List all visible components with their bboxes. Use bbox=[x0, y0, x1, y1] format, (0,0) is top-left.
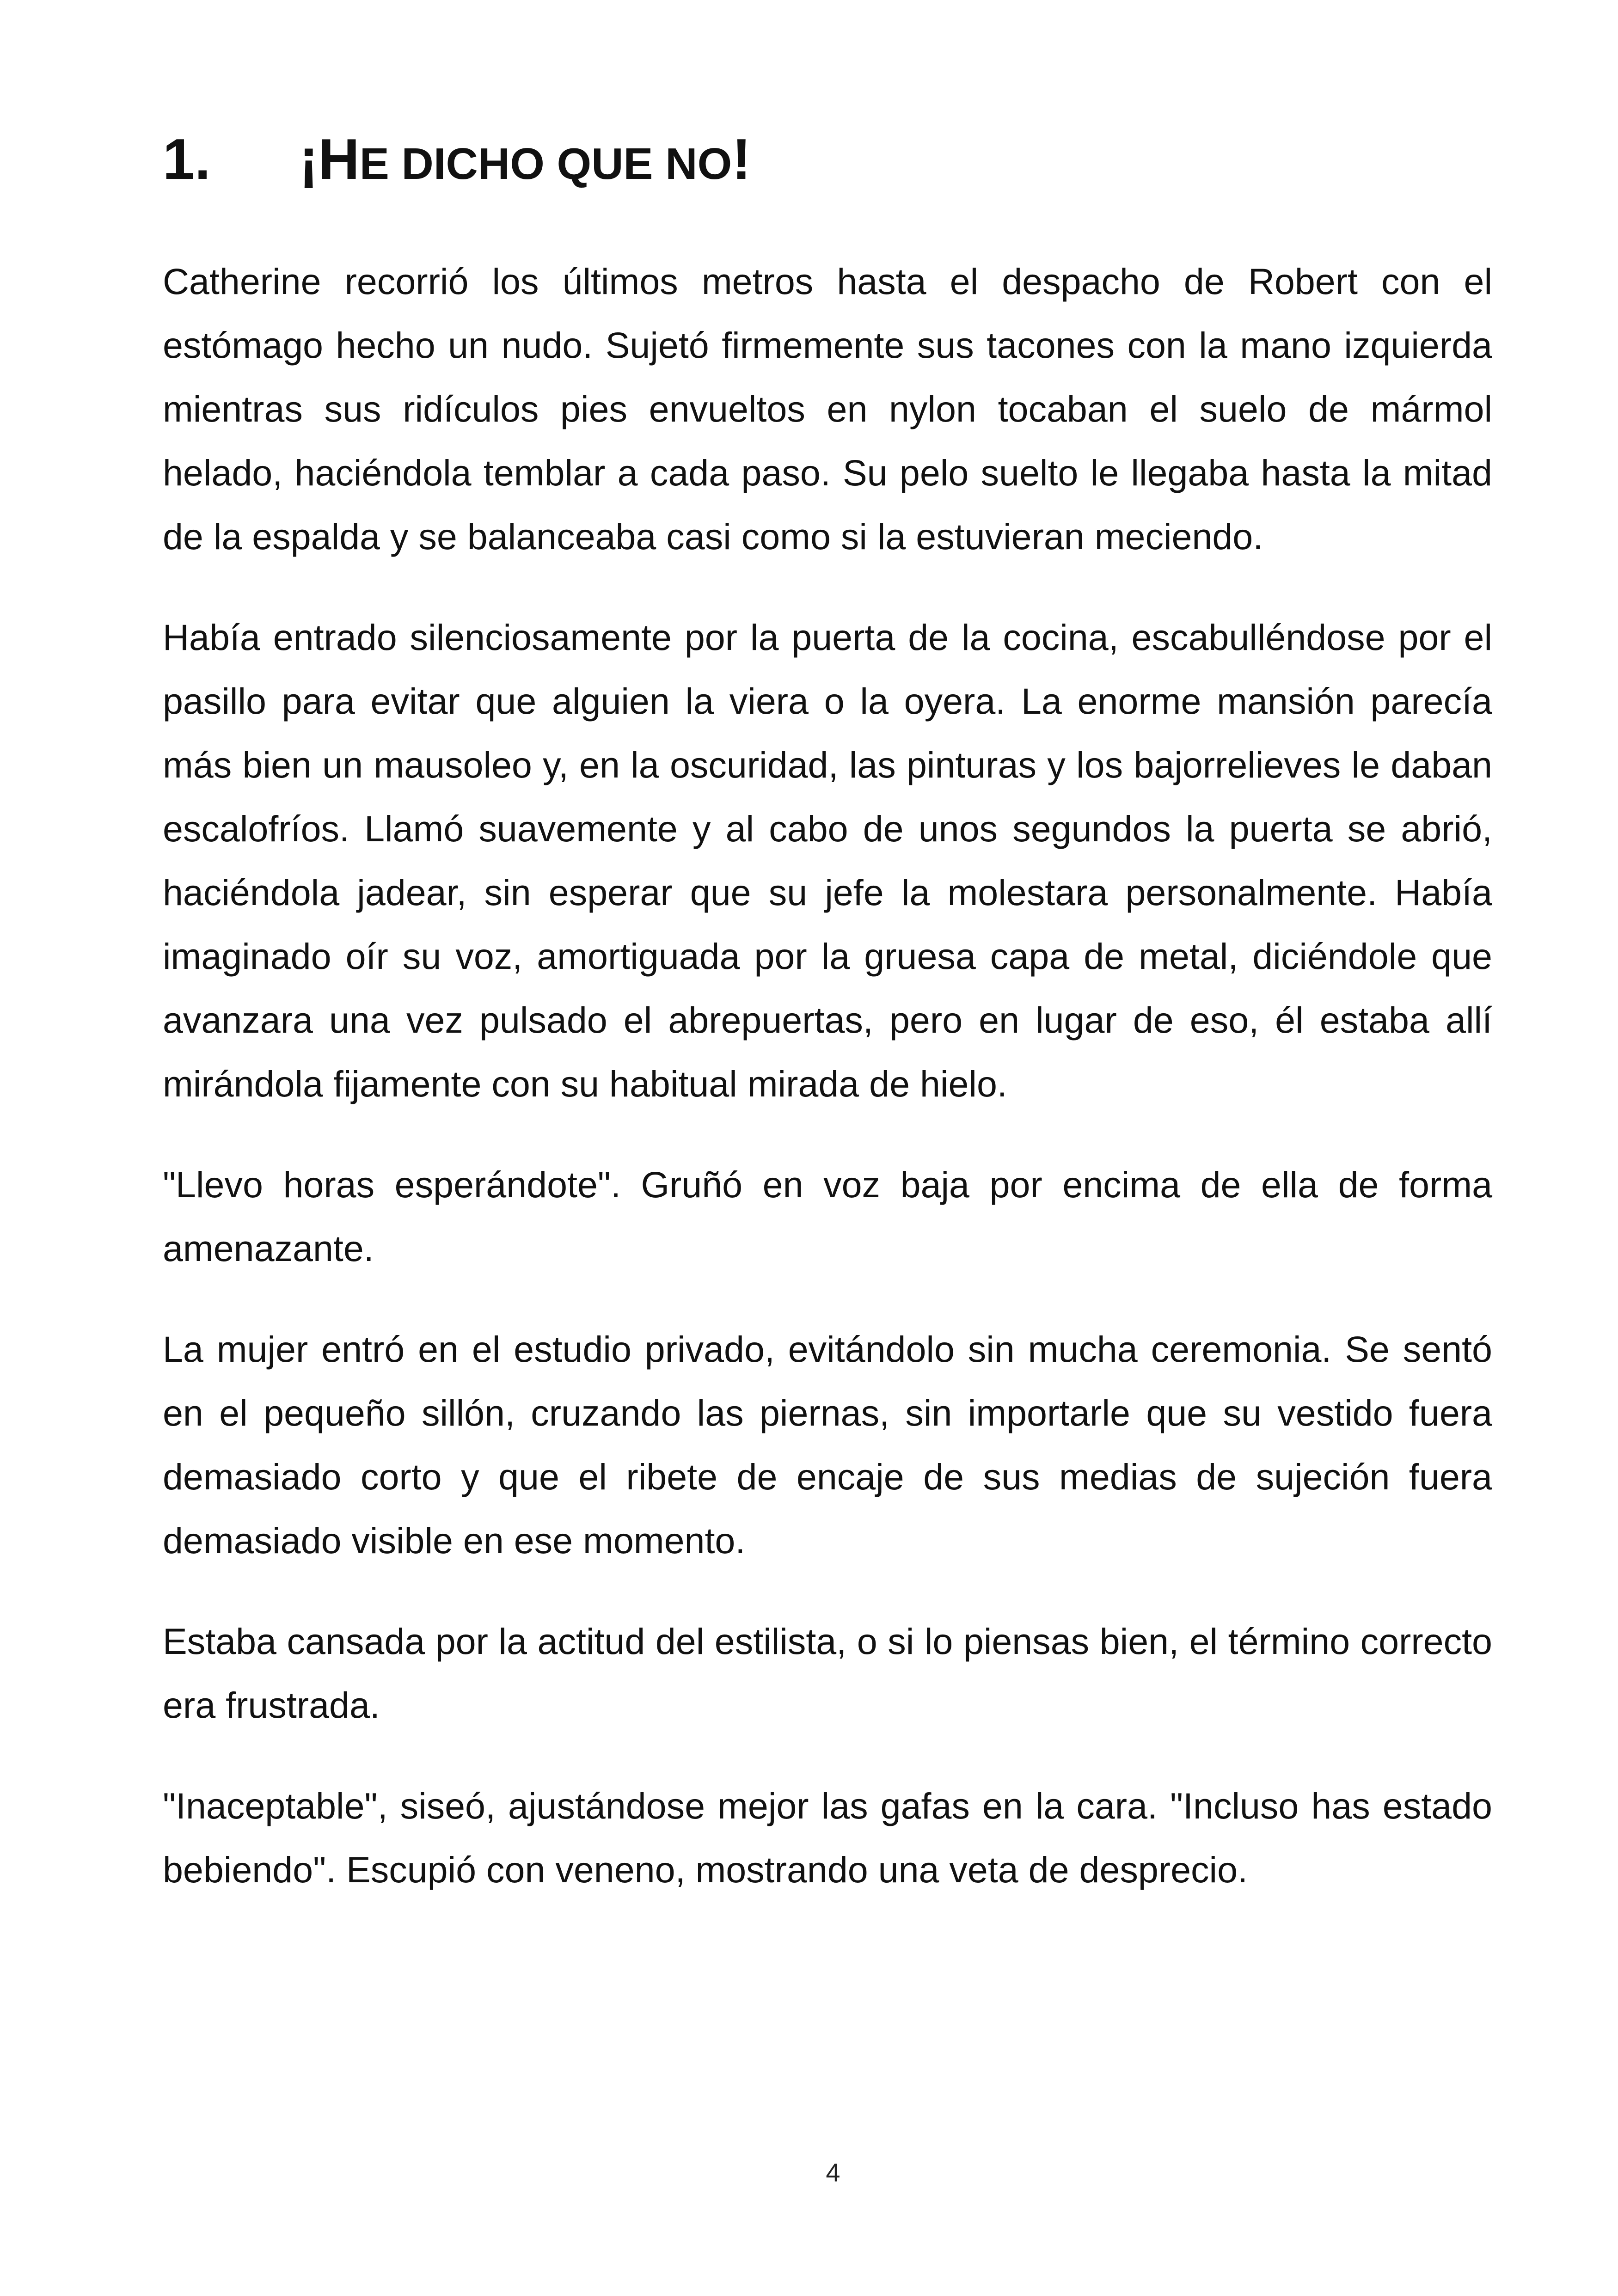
chapter-title-end: ! bbox=[732, 128, 751, 191]
paragraph-5: Estaba cansada por la actitud del estilista, o si lo piensas bien, el término correcto era frustrada. bbox=[163, 1621, 1492, 1726]
paragraph-4: La mujer entró en el estudio privado, evitándolo sin mucha ceremonia. Se sentó en el pequeño sillón, cruzando las piernas, sin importarle que su vestido fuera demasiado corto y que el ribete de encaje de sus medias de sujeción fuera demasiado visible en ese momento. bbox=[163, 1329, 1492, 1561]
paragraph-1: Catherine recorrió los últimos metros hasta el despacho de Robert con el estómago hecho un nudo. Sujetó firmemente sus tacones con la mano izquierda mientras sus ridículos pies envueltos en nylon tocaban el suelo de mármol helado, haciéndola temblar a cada paso. Su pelo suelto le llegaba hasta la mitad de la espalda y se balanceaba casi como si la estuvieran meciendo. bbox=[163, 261, 1492, 557]
chapter-title-small-caps: E DICHO QUE NO bbox=[359, 139, 732, 189]
chapter-title-initial: ¡H bbox=[299, 128, 360, 191]
chapter-title bbox=[299, 118, 751, 206]
chapter-number: 1. bbox=[163, 128, 211, 191]
paragraph-3: "Llevo horas esperándote". Gruñó en voz baja por encima de ella de forma amenazante. bbox=[163, 1164, 1492, 1269]
page-number: 4 bbox=[826, 2158, 840, 2187]
document-page bbox=[163, 0, 1492, 2296]
body-text bbox=[163, 250, 1492, 1939]
chapter-heading bbox=[163, 118, 1492, 201]
paragraph-6: "Inaceptable", siseó, ajustándose mejor las gafas en la cara. "Incluso has estado bebiendo". Escupió con veneno, mostrando una veta de desprecio. bbox=[163, 1785, 1492, 1890]
paragraph-2: Había entrado silenciosamente por la puerta de la cocina, escabulléndose por el pasillo para evitar que alguien la viera o la oyera. La enorme mansión parecía más bien un mausoleo y, en la oscuridad, las pinturas y los bajorrelieves le daban escalofríos. Llamó suavemente y al cabo de unos segundos la puerta se abrió, haciéndola jadear, sin esperar que su jefe la molestara personalmente. Había imaginado oír su voz, amortiguada por la gruesa capa de metal, diciéndole que avanzara una vez pulsado el abrepuertas, pero en lugar de eso, él estaba allí mirándola fijamente con su habitual mirada de hielo. bbox=[163, 617, 1492, 1104]
